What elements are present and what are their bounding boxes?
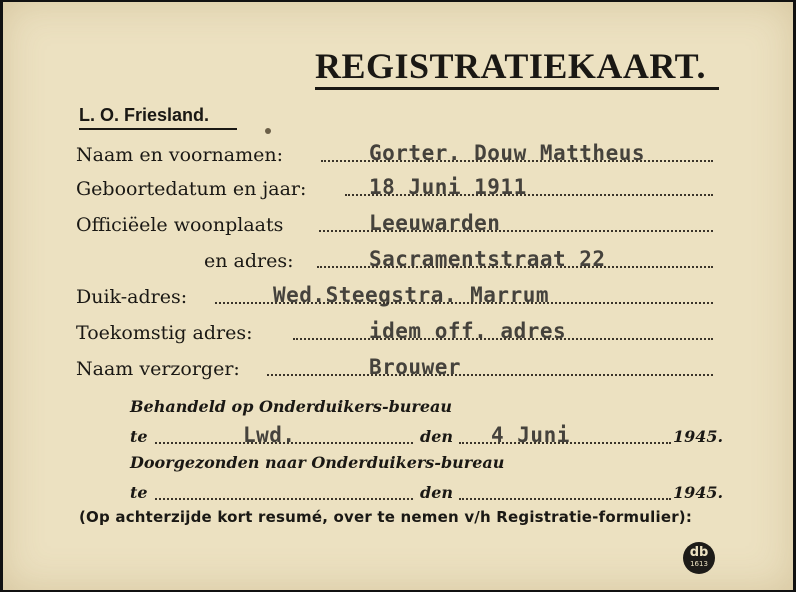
field-label: Toekomstig adres: (76, 322, 253, 344)
field-adres (3, 246, 793, 276)
field-label: Naam verzorger: (76, 358, 240, 380)
field-value: Leeuwarden (369, 211, 501, 235)
field-verzorger (3, 354, 793, 384)
den-value: 4 Juni (491, 423, 570, 447)
doorgezonden-place-date (3, 478, 793, 508)
doorgezonden-heading-row (3, 448, 793, 478)
field-toekomstig-adres (3, 318, 793, 348)
dotted-line (267, 374, 713, 376)
organization-label: L. O. Friesland. (79, 100, 237, 130)
year-label: 1945. (673, 483, 724, 502)
behandeld-heading-row (3, 392, 793, 422)
card-title: REGISTRATIEKAART. (315, 42, 719, 90)
field-label: en adres: (204, 250, 294, 272)
field-value: Wed.Steegstra. Marrum (273, 283, 550, 307)
field-label: Geboortedatum en jaar: (76, 178, 307, 200)
doorgezonden-heading: Doorgezonden naar Onderduikers-bureau (130, 453, 505, 472)
stamp-top: db (689, 545, 709, 560)
te-label: te (130, 427, 148, 446)
field-value: Gorter. Douw Mattheus (369, 141, 646, 165)
field-value: Brouwer (369, 355, 462, 379)
field-value: 18 Juni 1911 (369, 175, 527, 199)
field-value: idem off. adres (369, 319, 567, 343)
stamp-bottom: 1613 (690, 560, 708, 568)
te-label: te (130, 483, 148, 502)
behandeld-heading: Behandeld op Onderduikers-bureau (130, 397, 453, 416)
field-naam (3, 140, 793, 170)
ink-speck (265, 128, 271, 134)
db-stamp-logo (683, 542, 715, 574)
den-label: den (420, 427, 453, 446)
field-value: Sacramentstraat 22 (369, 247, 606, 271)
den-label: den (420, 483, 453, 502)
field-label: Naam en voornamen: (76, 144, 284, 166)
field-label: Officiëele woonplaats (76, 214, 284, 236)
field-geboortedatum (3, 174, 793, 204)
year-label: 1945. (673, 427, 724, 446)
footnote: (Op achterzijde kort resumé, over te nemen v/h Registratie-formulier): (79, 508, 693, 526)
dotted-line (155, 498, 413, 500)
registration-card (3, 2, 793, 590)
field-label: Duik-adres: (76, 286, 188, 308)
dotted-line (459, 498, 671, 500)
field-woonplaats (3, 210, 793, 240)
field-duik-adres (3, 282, 793, 312)
te-value: Lwd. (243, 423, 296, 447)
